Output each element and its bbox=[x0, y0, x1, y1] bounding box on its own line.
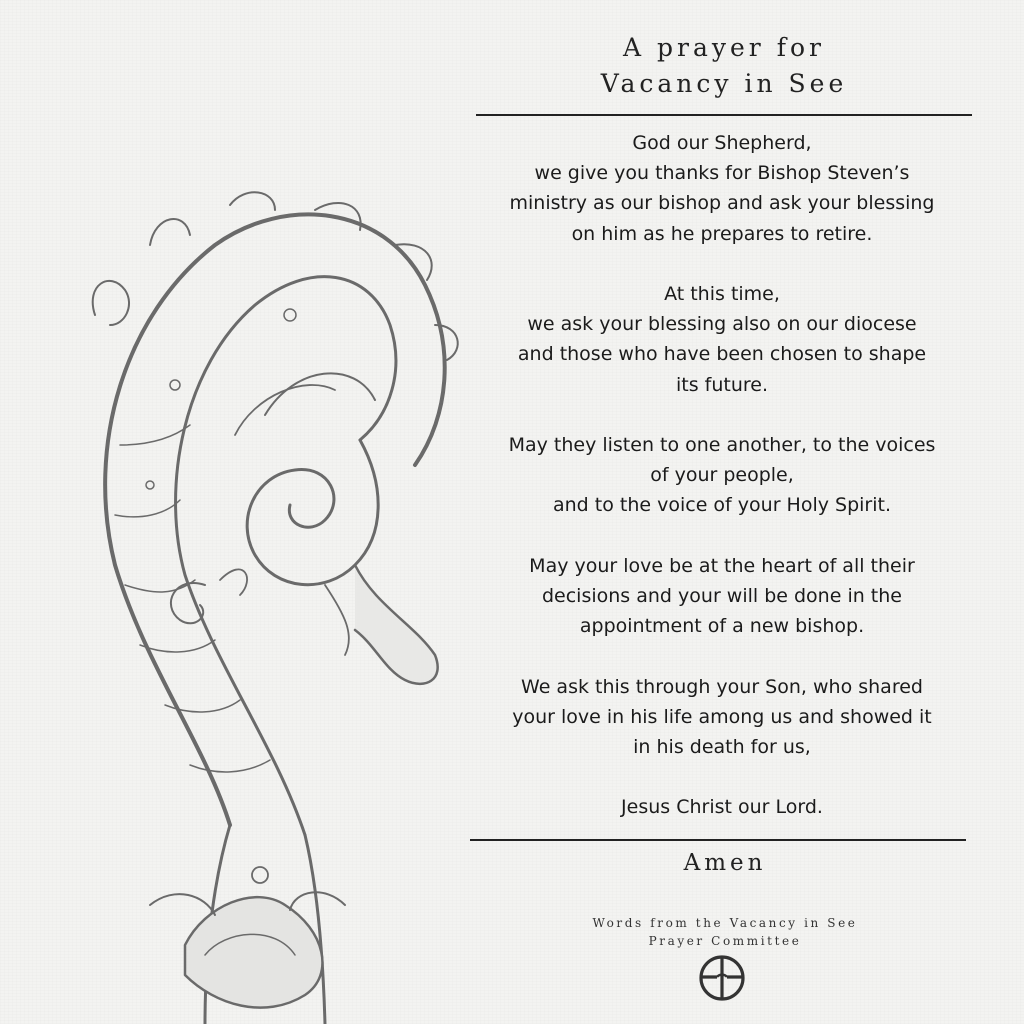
prayer-line: ministry as our bishop and ask your blessing bbox=[509, 192, 935, 215]
credit-line-2: Prayer Committee bbox=[648, 934, 802, 948]
top-divider bbox=[476, 114, 972, 116]
title-line-1: A prayer for bbox=[623, 33, 825, 62]
amen-heading: Amen bbox=[683, 850, 767, 876]
prayer-line: in his death for us, bbox=[633, 736, 811, 758]
prayer-stanza bbox=[470, 672, 974, 763]
prayer-line: and those who have been chosen to shape bbox=[517, 343, 927, 366]
credit-line-1: Words from the Vacancy in See bbox=[592, 916, 858, 930]
prayer-line: God our Shepherd, bbox=[632, 132, 812, 154]
prayer-stanza bbox=[470, 551, 974, 642]
prayer-line: appointment of a new bishop. bbox=[579, 615, 865, 638]
prayer-line: your love in his life among us and showed it bbox=[512, 705, 932, 728]
credit-text bbox=[470, 914, 980, 950]
prayer-line: May they listen to one another, to the voices bbox=[508, 434, 936, 456]
prayer-line: of your people, bbox=[650, 464, 794, 487]
prayer-line: Jesus Christ our Lord. bbox=[621, 796, 823, 819]
prayer-stanza bbox=[470, 430, 974, 521]
crozier-illustration bbox=[55, 185, 475, 1024]
prayer-line: its future. bbox=[675, 373, 768, 396]
prayer-line: we ask your blessing also on our diocese bbox=[527, 313, 917, 336]
prayer-line: At this time, bbox=[664, 283, 780, 305]
prayer-line: and to the voice of your Holy Spirit. bbox=[552, 494, 891, 517]
prayer-line: we give you thanks for Bishop Steven’s bbox=[534, 162, 910, 185]
prayer-line: We ask this through your Son, who shared bbox=[521, 675, 923, 698]
prayer-stanza bbox=[470, 792, 974, 822]
prayer-line: on him as he prepares to retire. bbox=[571, 222, 873, 245]
bottom-divider bbox=[470, 839, 966, 841]
page-title bbox=[476, 30, 972, 102]
prayer-line: May your love be at the heart of all their bbox=[529, 554, 915, 577]
prayer-line: decisions and your will be done in the bbox=[541, 585, 902, 607]
church-of-england-logo-icon bbox=[697, 953, 747, 1003]
prayer-stanza bbox=[470, 279, 974, 400]
title-line-2: Vacancy in See bbox=[600, 69, 848, 98]
prayer-text bbox=[470, 128, 974, 823]
prayer-stanza bbox=[470, 128, 974, 249]
